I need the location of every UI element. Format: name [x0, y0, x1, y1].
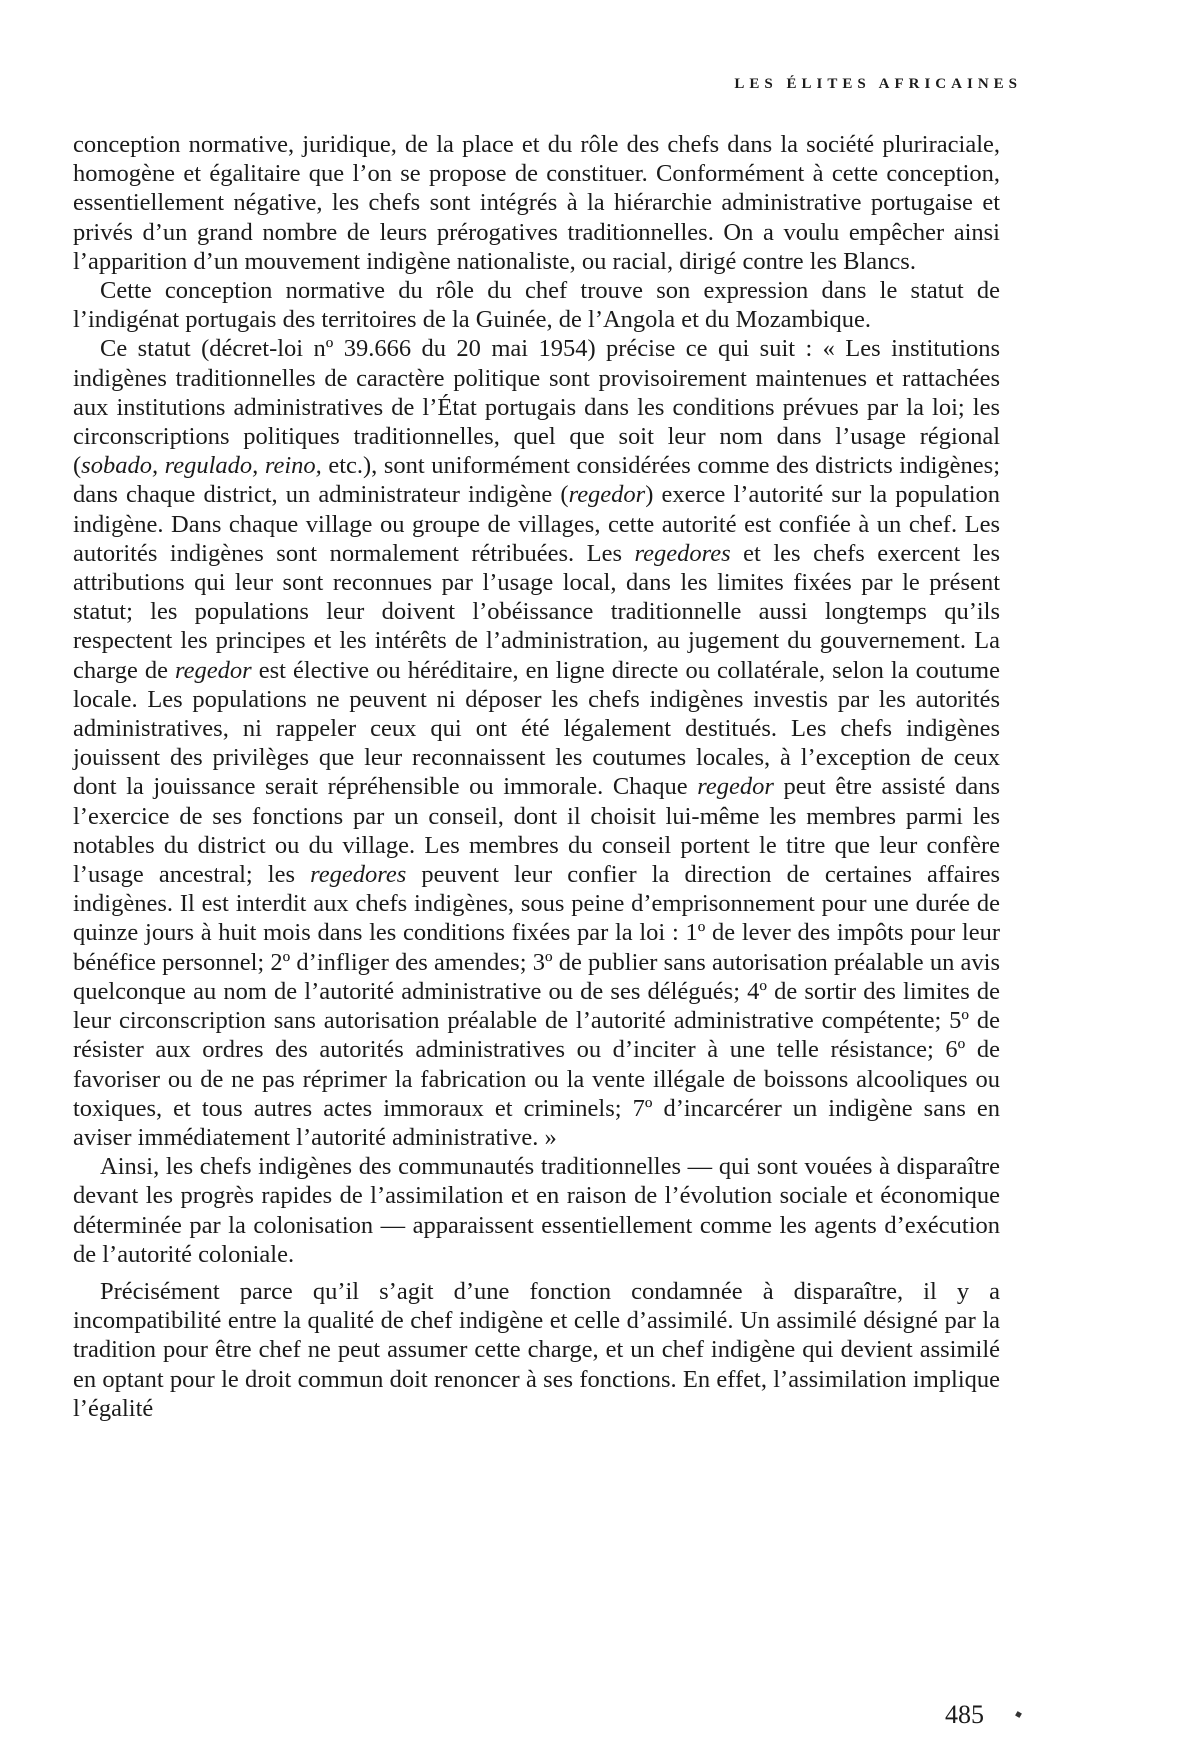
page-number: 485 — [945, 1700, 984, 1729]
paragraph: Cette conception normative du rôle du chef trouve son expression dans le statut de l’indigénat portugais des territoires de la Guinée, de l’Angola et du Mozambique. — [73, 277, 1000, 334]
paragraph: conception normative, juridique, de la place et du rôle des chefs dans la société pluriraciale, homogène et égalitaire que l’on se propose de constituer. Conformément à cette conception, essentiellement négative, les chefs sont intégrés à la hiérarchie administrative portugaise et privés d’un grand nombre de leurs prérogatives traditionnelles. On a voulu empêcher ainsi l’apparition d’un mouvement indigène nationaliste, ou racial, dirigé contre les Blancs. — [73, 131, 1000, 275]
paragraph: Précisément parce qu’il s’agit d’une fonction condamnée à disparaître, il y a incompatibilité entre la qualité de chef indigène et celle d’assimilé. Un assimilé désigné par la tradition pour être chef ne peut assumer cette charge, et un chef indigène qui devient assimilé en optant pour le droit commun doit renoncer à ses fonctions. En effet, l’assimilation implique l’égalité — [73, 1277, 1000, 1422]
body-text — [73, 130, 1000, 1423]
paragraph: Ainsi, les chefs indigènes des communautés traditionnelles — qui sont vouées à disparaître devant les progrès rapides de l’assimilation et en raison de l’évolution sociale et économique déterminée par la colonisation — apparaissent essentiellement comme les agents d’exécution de l’autorité coloniale. — [73, 1153, 1000, 1268]
paragraph-statute: Ce statut (décret-loi nº 39.666 du 20 mai 1954) précise ce qui suit : « Les institutions indigènes traditionnelles de caractère politique sont provisoirement maintenues et rattachées aux institutions administratives de l’État portugais dans les conditions prévues par la loi; les circonscriptions politiques traditionnelles, quel que soit leur nom dans l’usage régional (sobado, regulado, reino, etc.), sont uniformément considérées comme des districts indigènes; dans chaque district, un administrateur indigène (regedor) exerce l’autorité sur la population indigène. Dans chaque village ou groupe de villages, cette autorité est confiée à un chef. Les autorités indigènes sont normalement rétribuées. Les regedores et les chefs exercent les attributions qui leur sont reconnues par l’usage local, dans les limites fixées par le présent statut; les populations leur doivent l’obéissance traditionnelle aussi longtemps qu’ils respectent les principes et les intérêts de l’administration, au jugement du gouvernement. La charge de regedor est élective ou héréditaire, en ligne directe ou collatérale, selon la coutume locale. Les populations ne peuvent ni déposer les chefs indigènes investis par les autorités administratives, ni rappeler ceux qui ont été légalement destitués. Les chefs indigènes jouissent des privilèges que leur reconnaissent les coutumes locales, à l’exception de ceux dont la jouissance serait répréhensible ou immorale. Chaque regedor peut être assisté dans l’exercice de ses fonctions par un conseil, dont il choisit lui-même les membres parmi les notables du district ou du village. Les membres du conseil portent le titre que leur confère l’usage ancestral; les regedores peuvent leur confier la direction de certaines affaires indigènes. Il est interdit aux chefs indigènes, sous peine d’emprisonnement pour une durée de quinze jours à huit mois dans les conditions fixées par la loi : 1º de lever des impôts pour leur bénéfice personnel; 2º d’infliger des amendes; 3º de publier sans autorisation préalable un avis quelconque au nom de l’autorité administrative ou de ses délégués; 4º de sortir des limites de leur circonscription sans autorisation préalable de l’autorité administrative compétente; 5º de résister aux ordres des autorités administratives ou d’inciter à une telle résistance; 6º de favoriser ou de ne pas réprimer la fabrication ou la vente illégale de boissons alcooliques ou toxiques, et tous autres actes immoraux et criminels; 7º d’incarcérer un indigène sans en aviser immédiatement l’autorité administrative. » — [73, 335, 1001, 1151]
running-head: LES ÉLITES AFRICAINES — [734, 76, 1022, 92]
print-mark — [1015, 1711, 1022, 1718]
